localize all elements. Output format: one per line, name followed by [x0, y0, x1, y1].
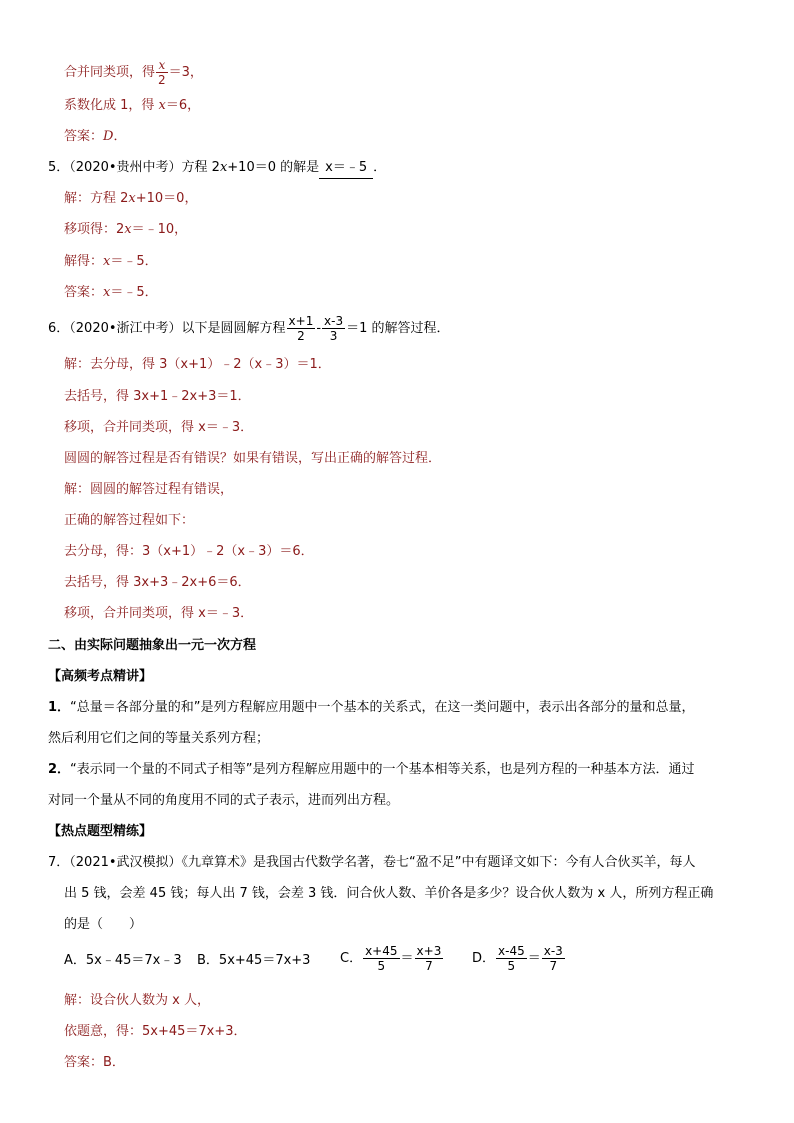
text: 解得： — [64, 254, 104, 269]
option-b: B．5x+45＝7x+3 — [197, 953, 311, 968]
text: （2020•浙江中考）以下是圆圆解方程 — [69, 321, 286, 336]
q7-step: 解：设合伙人数为 x 人， — [64, 993, 210, 1008]
point-number: 1． — [48, 700, 71, 715]
text: （2020•贵州中考）方程 2 — [69, 160, 220, 175]
q6-step: 解：去分母，得 3（x+1）﹣2（x﹣3）＝1． — [64, 357, 331, 372]
text: 解：方程 2 — [64, 191, 129, 206]
answer-text: x＝﹣5 — [325, 160, 368, 175]
question-number: 7． — [48, 855, 70, 870]
denominator: 7 — [549, 959, 558, 973]
fraction-x-over-2 — [156, 58, 168, 87]
text: 合并同类项，得 — [64, 65, 156, 80]
q6-step: 去括号，得 3x+1﹣2x+3＝1． — [64, 389, 251, 404]
answer-letter: D — [103, 129, 114, 144]
fraction — [542, 944, 565, 973]
minus-sign: - — [316, 321, 322, 336]
q7-answer: 答案：B． — [64, 1055, 125, 1070]
text: “总量＝各部分量的和”是列方程解应用题中一个基本的关系式，在这一类问题中，表示出各部分的量和总量， — [70, 700, 695, 715]
equals-sign: ＝ — [400, 951, 414, 966]
denominator: 7 — [425, 959, 433, 973]
text: 答案： — [64, 129, 104, 144]
q6-step: 正确的解答过程如下： — [64, 513, 195, 528]
q6-step: 去括号，得 3x+3﹣2x+6＝6． — [64, 575, 251, 590]
text: 答案： — [64, 285, 104, 300]
point-number: 2． — [48, 762, 71, 777]
var: x — [219, 160, 228, 175]
q6-step: 去分母，得：3（x+1）﹣2（x﹣3）＝6． — [64, 544, 314, 559]
section-heading: 【热点题型精练】 — [48, 824, 153, 839]
option-label: C． — [340, 951, 363, 966]
q5-step — [64, 189, 197, 209]
q6-question: 圆圆的解答过程是否有错误？如果有错误，写出正确的解答过程． — [64, 451, 442, 466]
q6-step: 移项，合并同类项，得 x＝﹣3． — [64, 606, 254, 621]
answer-line — [64, 127, 126, 147]
point-1-cont: 然后利用它们之间的等量关系列方程； — [48, 731, 270, 746]
denominator: 2 — [297, 329, 305, 343]
text: 系数化成 1，得 — [64, 98, 159, 113]
question-6 — [48, 314, 450, 343]
section-heading: 【高频考点精讲】 — [48, 669, 153, 684]
text: ＝1 的解答过程． — [346, 321, 450, 336]
var: x — [128, 191, 136, 206]
var: x — [103, 254, 111, 269]
var: x — [103, 285, 111, 300]
option-d — [472, 944, 566, 973]
q7-step: 依题意，得：5x+45＝7x+3． — [64, 1024, 247, 1039]
question-5 — [48, 158, 386, 179]
text: ． — [113, 129, 127, 144]
var: x — [158, 98, 166, 113]
fraction — [363, 944, 399, 973]
q5-answer — [64, 283, 158, 303]
point-1 — [48, 698, 695, 718]
step-combine-like-terms — [64, 58, 203, 87]
denominator: 5 — [507, 959, 516, 973]
text: ＝﹣5． — [110, 254, 158, 269]
denominator: 3 — [329, 329, 338, 343]
option-label: D． — [472, 951, 496, 966]
text: ＝﹣10， — [131, 222, 188, 237]
text: ＝3， — [168, 65, 203, 80]
q6-step: 移项，合并同类项，得 x＝﹣3． — [64, 420, 254, 435]
numerator: x — [156, 58, 168, 73]
option-a: A．5x﹣45＝7x﹣3 — [64, 953, 182, 968]
q5-step — [64, 252, 158, 272]
text: 移项得：2 — [64, 222, 125, 237]
section-title: 二、由实际问题抽象出一元一次方程 — [48, 638, 257, 653]
text: +10＝0 的解是 — [227, 160, 320, 175]
var: x — [124, 222, 132, 237]
point-2-cont: 对同一个量从不同的角度用不同的式子表示，进而列出方程。 — [48, 793, 400, 808]
numerator: x-3 — [324, 314, 344, 328]
fraction-x-plus-1-over-2 — [287, 314, 316, 343]
option-c — [340, 944, 444, 973]
fraction — [496, 944, 527, 973]
q6-step: 解：圆圆的解答过程有错误， — [64, 482, 234, 497]
equals-sign: ＝ — [527, 951, 541, 966]
text: ． — [373, 160, 387, 175]
numerator: x+45 — [365, 944, 398, 958]
step-coefficient — [64, 96, 200, 116]
fraction-x-minus-3-over-3 — [322, 314, 345, 343]
text: ＝6， — [165, 98, 201, 113]
fraction — [415, 944, 444, 973]
text: ＝﹣5． — [110, 285, 158, 300]
numerator: x-45 — [498, 944, 525, 958]
answer-blank — [319, 158, 373, 179]
question-7-cont: 出 5 钱，会差 45 钱；每人出 7 钱，会差 3 钱．问合伙人数、羊价各是多少？设合伙人数为 x 人，所列方程正确 — [64, 886, 714, 901]
question-number: 6． — [48, 321, 70, 336]
question-7-cont: 的是（ ） — [64, 917, 143, 932]
denominator: 2 — [158, 73, 166, 87]
denominator: 5 — [377, 959, 386, 973]
q5-step — [64, 220, 187, 240]
question-7 — [48, 853, 696, 873]
text: （2021•武汉模拟）《九章算术》是我国古代数学名著，卷七“盈不足”中有题译文如下：今有人合伙买羊，每人 — [69, 855, 696, 870]
text: +10＝0， — [135, 191, 198, 206]
question-number: 5． — [48, 160, 70, 175]
numerator: x+3 — [416, 944, 442, 958]
point-2 — [48, 760, 695, 780]
numerator: x+1 — [288, 314, 314, 328]
numerator: x-3 — [543, 944, 563, 958]
text: “表示同一个量的不同式子相等”是列方程解应用题中的一个基本相等关系，也是列方程的一种基本方法．通过 — [70, 762, 695, 777]
